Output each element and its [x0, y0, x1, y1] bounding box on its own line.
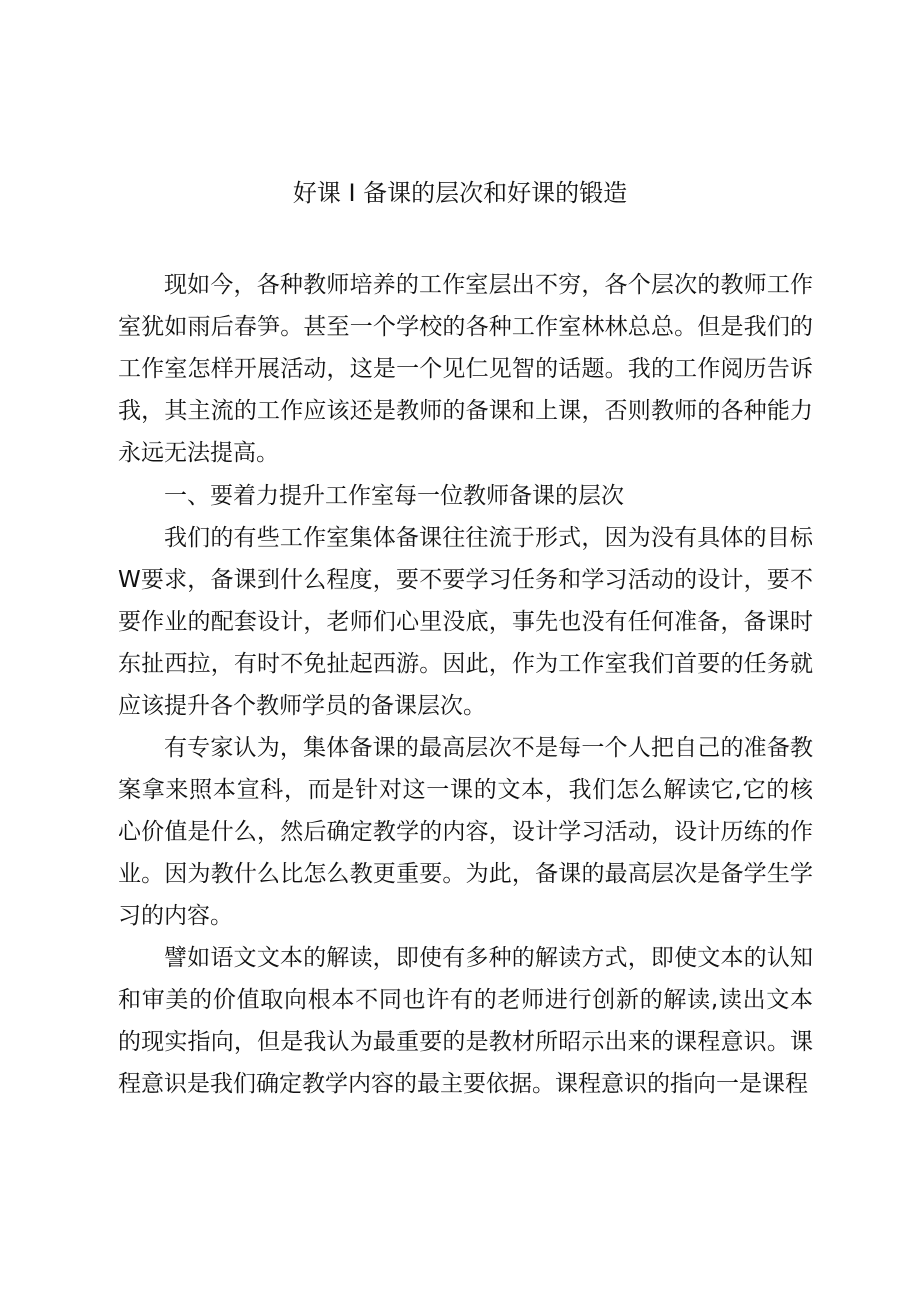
document-title: 好课 I 备课的层次和好课的锻造	[292, 179, 628, 207]
paragraph-collective-prep: 我们的有些工作室集体备课往往流于形式，因为没有具体的目标W要求，备课到什么程度，要不要学习任务和学习活动的设计，要不要作业的配套设计，老师们心里没底，事先也没有任何准备，备课时东扯西拉，有时不免扯起西游。因此，作为工作室我们首要的任务就应该提升各个教师学员的备课层次。	[118, 525, 813, 719]
section-heading-one: 一、要着力提升工作室每一位教师备课的层次	[164, 483, 624, 509]
document-body	[118, 264, 813, 1105]
paragraph-expert-view: 有专家认为，集体备课的最高层次不是每一个人把自己的准备教案拿来照本宣科，而是针对这一课的文本，我们怎么解读它,它的核心价值是什么，然后确定教学的内容，设计学习活动，设计历练的作业。因为教什么比怎么教更重要。为此，备课的最高层次是备学生学习的内容。	[118, 735, 813, 929]
paragraph-intro: 现如今，各种教师培养的工作室层出不穷，各个层次的教师工作室犹如雨后春笋。甚至一个学校的各种工作室林林总总。但是我们的工作室怎样开展活动，这是一个见仁见智的话题。我的工作阅历告诉我，其主流的工作应该还是教师的备课和上课，否则教师的各种能力永远无法提高。	[118, 272, 813, 466]
paragraph-text-interpretation: 譬如语文文本的解读，即使有多种的解读方式，即使文本的认知和审美的价值取向根本不同也许有的老师进行创新的解读,读出文本的现实指向，但是我认为最重要的是教材所昭示出来的课程意识。课程意识是我们确定教学内容的最主要依据。课程意识的指向一是课程	[118, 945, 813, 1097]
